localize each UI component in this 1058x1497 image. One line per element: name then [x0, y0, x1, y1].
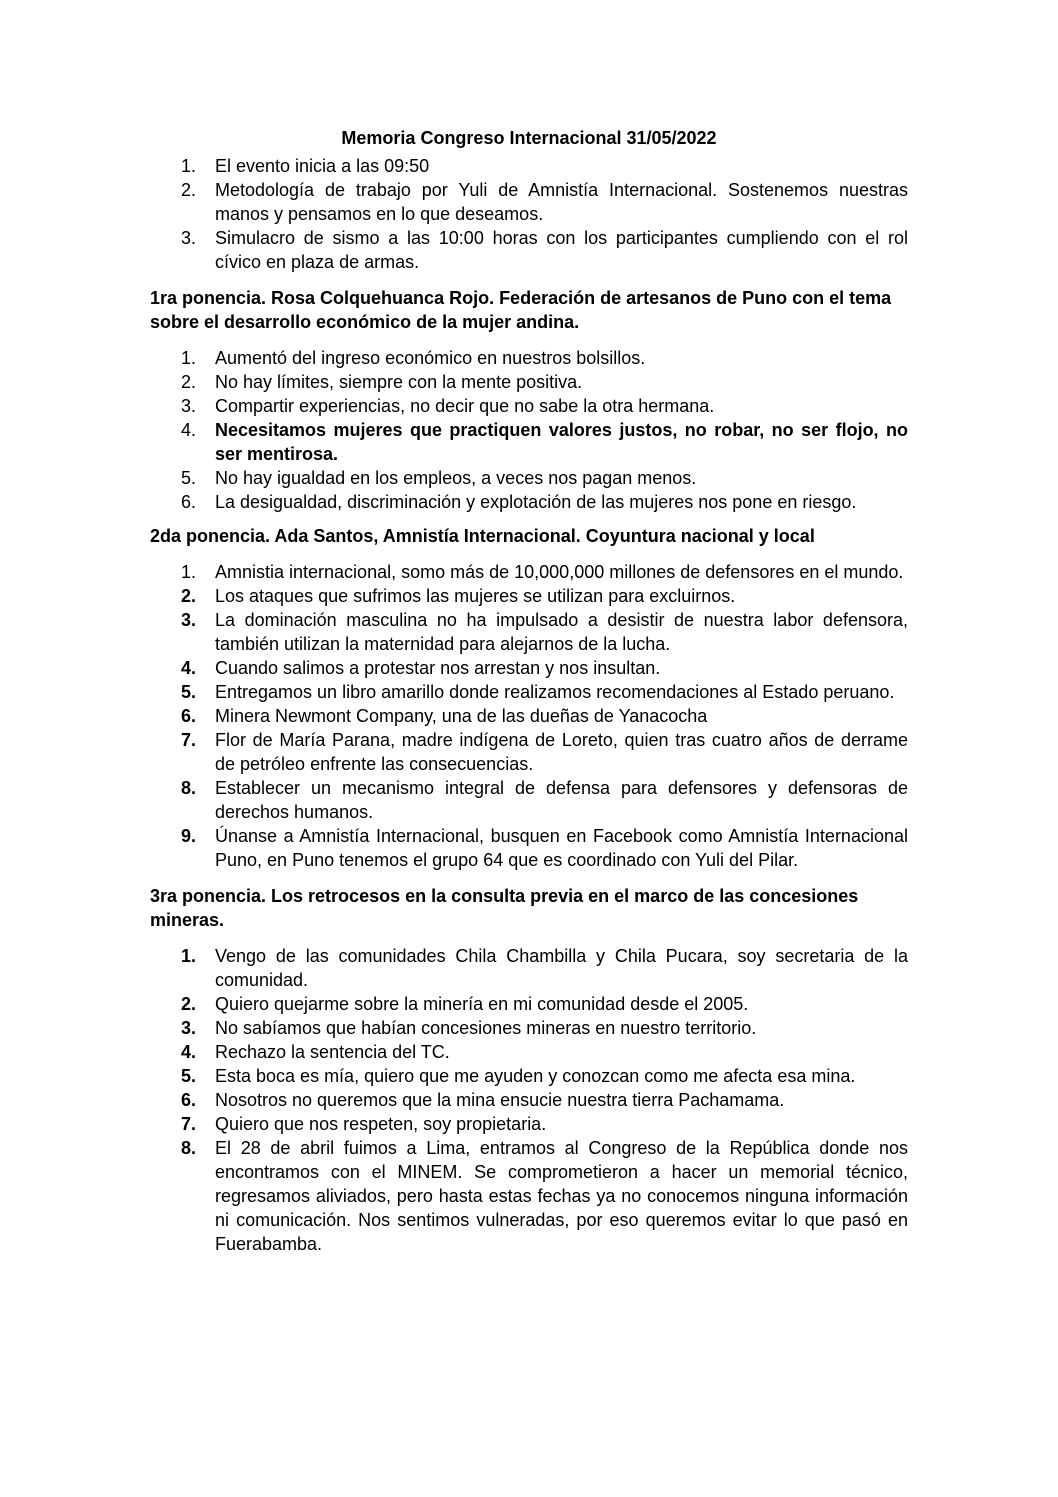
list-number: 3. — [181, 228, 197, 248]
list-text: Flor de María Parana, madre indígena de Loreto, quien tras cuatro años de derrame de petróleo enfrente las consecuencias. — [215, 730, 908, 774]
document-title: Memoria Congreso Internacional 31/05/2022 — [341, 128, 717, 148]
list-number: 7. — [181, 730, 197, 750]
list-item — [150, 584, 908, 608]
section3-list — [150, 944, 908, 1256]
list-number: 4. — [181, 420, 197, 440]
list-number: 8. — [181, 1138, 197, 1158]
list-number: 9. — [181, 826, 197, 846]
list-item — [150, 680, 908, 704]
list-number: 1. — [181, 562, 197, 582]
list-item — [150, 560, 908, 584]
list-text: Compartir experiencias, no decir que no sabe la otra hermana. — [215, 396, 715, 416]
list-number: 1. — [181, 348, 197, 368]
list-item — [150, 394, 908, 418]
list-item — [150, 1040, 908, 1064]
list-item — [150, 776, 908, 824]
list-item — [150, 1064, 908, 1088]
list-text: Nosotros no queremos que la mina ensucie nuestra tierra Pachamama. — [215, 1090, 785, 1110]
list-number: 7. — [181, 1114, 197, 1134]
list-item — [150, 704, 908, 728]
list-text: Quiero que nos respeten, soy propietaria. — [215, 1114, 547, 1134]
document-page — [150, 126, 908, 1256]
list-text: Simulacro de sismo a las 10:00 horas con los participantes cumpliendo con el rol cívico en plaza de armas. — [215, 228, 908, 272]
list-text: Minera Newmont Company, una de las dueñas de Yanacocha — [215, 706, 708, 726]
list-item — [150, 466, 908, 490]
list-number: 4. — [181, 1042, 197, 1062]
list-number: 1. — [181, 946, 197, 966]
list-item — [150, 226, 908, 274]
list-text: Cuando salimos a protestar nos arrestan y nos insultan. — [215, 658, 661, 678]
list-text: No hay igualdad en los empleos, a veces nos pagan menos. — [215, 468, 697, 488]
list-item — [150, 824, 908, 872]
list-text: Únanse a Amnistía Internacional, busquen en Facebook como Amnistía Internacional Puno, en Puno tenemos el grupo 64 que es coordinado con Yuli del Pilar. — [215, 826, 908, 870]
list-text: Metodología de trabajo por Yuli de Amnistía Internacional. Sostenemos nuestras manos y pensamos en lo que deseamos. — [215, 180, 908, 224]
list-text: Aumentó del ingreso económico en nuestros bolsillos. — [215, 348, 646, 368]
list-item — [150, 1112, 908, 1136]
list-number: 3. — [181, 1018, 197, 1038]
section-heading-1: 1ra ponencia. Rosa Colquehuanca Rojo. Federación de artesanos de Puno con el tema sobre el desarrollo económico de la mujer andina. — [150, 288, 892, 332]
list-item — [150, 418, 908, 466]
list-item — [150, 992, 908, 1016]
list-number: 5. — [181, 468, 197, 488]
list-text: No hay límites, siempre con la mente positiva. — [215, 372, 583, 392]
list-text: No sabíamos que habían concesiones mineras en nuestro territorio. — [215, 1018, 757, 1038]
list-number: 2. — [181, 180, 197, 200]
list-text: Establecer un mecanismo integral de defensa para defensores y defensoras de derechos humanos. — [215, 778, 908, 822]
section-heading-2: 2da ponencia. Ada Santos, Amnistía Internacional. Coyuntura nacional y local — [150, 526, 815, 546]
list-number: 2. — [181, 372, 197, 392]
list-text: Esta boca es mía, quiero que me ayuden y conozcan como me afecta esa mina. — [215, 1066, 856, 1086]
list-item — [150, 346, 908, 370]
list-text: Amnistia internacional, somo más de 10,000,000 millones de defensores en el mundo. — [215, 562, 904, 582]
list-text: Vengo de las comunidades Chila Chambilla y Chila Pucara, soy secretaria de la comunidad. — [215, 946, 908, 990]
list-item — [150, 656, 908, 680]
intro-list — [150, 154, 908, 274]
list-item — [150, 1136, 908, 1256]
list-item — [150, 728, 908, 776]
list-text: La dominación masculina no ha impulsado a desistir de nuestra labor defensora, también utilizan la maternidad para alejarnos de la lucha. — [215, 610, 908, 654]
list-text: Entregamos un libro amarillo donde realizamos recomendaciones al Estado peruano. — [215, 682, 895, 702]
section1-list — [150, 346, 908, 514]
list-number: 6. — [181, 1090, 197, 1110]
list-number: 3. — [181, 396, 197, 416]
list-text: El 28 de abril fuimos a Lima, entramos al Congreso de la República donde nos encontramos con el MINEM. Se comprometieron a hacer un memorial técnico, regresamos aliviados, pero hasta estas fechas ya no conocemos ninguna información ni comunicación. Nos sentimos vulneradas, por eso queremos evitar lo que pasó en Fuerabamba. — [215, 1138, 908, 1254]
list-text: Quiero quejarme sobre la minería en mi comunidad desde el 2005. — [215, 994, 749, 1014]
section2-list — [150, 560, 908, 872]
list-text: Rechazo la sentencia del TC. — [215, 1042, 450, 1062]
list-item — [150, 944, 908, 992]
list-item — [150, 608, 908, 656]
list-number: 2. — [181, 586, 197, 606]
list-number: 4. — [181, 658, 197, 678]
list-text: Los ataques que sufrimos las mujeres se utilizan para excluirnos. — [215, 586, 736, 606]
list-number: 5. — [181, 1066, 197, 1086]
list-item — [150, 490, 908, 514]
list-item — [150, 1016, 908, 1040]
list-number: 6. — [181, 492, 197, 512]
list-text: Necesitamos mujeres que practiquen valores justos, no robar, no ser flojo, no ser mentirosa. — [215, 420, 908, 464]
list-number: 5. — [181, 682, 197, 702]
list-item — [150, 370, 908, 394]
list-text: La desigualdad, discriminación y explotación de las mujeres nos pone en riesgo. — [215, 492, 857, 512]
list-number: 6. — [181, 706, 197, 726]
section-heading-3: 3ra ponencia. Los retrocesos en la consulta previa en el marco de las concesiones mineras. — [150, 886, 859, 930]
list-item — [150, 154, 908, 178]
list-item — [150, 1088, 908, 1112]
list-number: 2. — [181, 994, 197, 1014]
list-number: 8. — [181, 778, 197, 798]
list-item — [150, 178, 908, 226]
list-text: El evento inicia a las 09:50 — [215, 156, 430, 176]
list-number: 1. — [181, 156, 197, 176]
list-number: 3. — [181, 610, 197, 630]
